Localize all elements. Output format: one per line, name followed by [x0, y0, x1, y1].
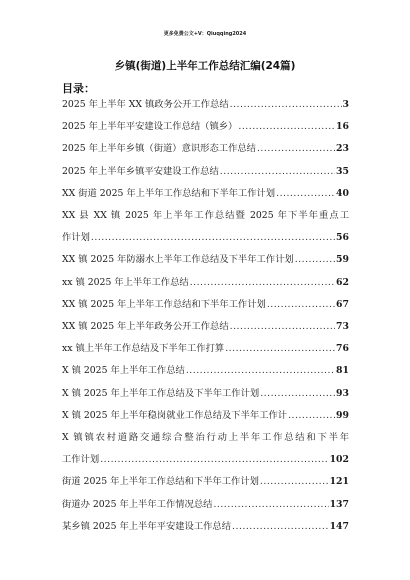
toc-leader-dots — [230, 316, 335, 338]
toc-leader-dots — [220, 161, 335, 183]
toc-entry-title: 2025 年上半年乡镇平安建设工作总结 — [62, 165, 219, 177]
toc-entry-row — [62, 449, 349, 471]
toc-entry-title: 作计划 — [62, 232, 90, 244]
toc-entry-page-number: 35 — [336, 165, 349, 177]
toc-entry-title: 街道 2025 年上半年工作总结和下半年工作计划 — [62, 476, 259, 488]
toc-entry-row — [62, 494, 349, 516]
toc-entry[interactable] — [62, 360, 349, 382]
toc-entry-page-number: 76 — [336, 343, 349, 355]
toc-entry-title: xx 镇上半年工作总结及下半年工作打算 — [62, 343, 225, 355]
toc-entry-row — [62, 316, 349, 338]
toc-entry-page-number: 102 — [329, 454, 349, 466]
toc-entry-row — [62, 161, 349, 183]
toc-entry-title: XX 镇 2025 年防溺水上半年工作总结及下半年工作计划 — [62, 254, 294, 266]
toc-entry-row — [62, 116, 349, 138]
toc-entry-title: XX 镇 2025 年上半年工作总结和下半年工作计划 — [62, 298, 266, 310]
toc-entry-page-number: 67 — [336, 298, 349, 310]
toc-entry-title: 工作计划 — [62, 454, 100, 466]
toc-entry-row — [62, 338, 349, 360]
toc-entry-page-number: 147 — [329, 520, 349, 532]
toc-entry-title: X 镇 2025 年上半年工作总结及下半年工作计划 — [62, 387, 260, 399]
toc-leader-dots — [257, 138, 335, 160]
toc-entry-row — [62, 249, 349, 271]
toc-entry[interactable] — [62, 272, 349, 294]
toc-entry-row — [62, 360, 349, 382]
toc-entry[interactable] — [62, 116, 349, 138]
toc-entry[interactable] — [62, 94, 349, 116]
toc-entry-row — [62, 471, 349, 493]
toc-entry-title: X 镇 2025 年上半年工作总结 — [62, 365, 185, 377]
toc-entry-title-line1: X 镇镇农村道路交通综合整治行动上半年工作总结和下半年 — [62, 432, 349, 444]
toc-leader-dots — [213, 494, 328, 516]
toc-entry-row — [62, 227, 349, 249]
toc-entry-row — [62, 272, 349, 294]
toc-heading: 目录： — [62, 82, 95, 95]
toc-entry[interactable] — [62, 427, 349, 471]
toc-entry-page-number: 40 — [336, 187, 349, 199]
toc-entry-title: X 镇 2025 年上半年稳岗就业工作总结及下半年工作计 — [62, 409, 288, 421]
toc-entry-title: 2025 年上半年乡镇（街道）意识形态工作总结 — [62, 143, 256, 155]
toc-entry-page-number: 59 — [336, 254, 349, 266]
toc-leader-dots — [100, 449, 328, 471]
toc-leader-dots — [230, 94, 342, 116]
toc-entry-row — [62, 138, 349, 160]
toc-entry-row — [62, 383, 349, 405]
toc-leader-dots — [276, 183, 335, 205]
toc-entry-page-number: 62 — [336, 276, 349, 288]
toc-entry[interactable] — [62, 183, 349, 205]
toc-entry-page-number: 81 — [336, 365, 349, 377]
header-note: 更多免费公文+V：Qiuqqing2024 — [163, 31, 247, 37]
toc-entry[interactable] — [62, 316, 349, 338]
toc-entry-title: 某乡镇 2025 年上半年平安建设工作总结 — [62, 520, 232, 532]
toc-entry[interactable] — [62, 161, 349, 183]
toc-entry-title-line1: XX 县 XX 镇 2025 年上半年工作总结暨 2025 年下半年重点工 — [62, 210, 349, 222]
document-title: 乡镇(街道)上半年工作总结汇编(24篇) — [114, 60, 296, 72]
toc-entry[interactable] — [62, 294, 349, 316]
toc-entry[interactable] — [62, 516, 349, 538]
toc-entry[interactable] — [62, 205, 349, 249]
toc-entry-page-number: 121 — [329, 476, 349, 488]
toc-entry-page-number: 16 — [336, 121, 349, 133]
toc-leader-dots — [190, 272, 335, 294]
toc-entry-page-number: 23 — [336, 143, 349, 155]
toc-entry-page-number: 73 — [336, 321, 349, 333]
toc-leader-dots — [91, 227, 335, 249]
toc-entry-page-number: 99 — [336, 409, 349, 421]
toc-entry-row — [62, 405, 349, 427]
toc-entry[interactable] — [62, 138, 349, 160]
toc-entry-row — [62, 516, 349, 538]
toc-entry-title: 2025 年上半年 XX 镇政务公开工作总结 — [62, 99, 229, 110]
toc-entry-page-number: 93 — [336, 387, 349, 399]
toc-entry-page-number: 137 — [329, 498, 349, 510]
toc-entry-title: 街道办 2025 年上半年工作情况总结 — [62, 498, 213, 510]
toc-leader-dots — [225, 338, 335, 360]
toc-entry[interactable] — [62, 338, 349, 360]
toc-leader-dots — [267, 294, 335, 316]
toc-entry[interactable] — [62, 249, 349, 271]
toc-entry[interactable] — [62, 383, 349, 405]
toc-entry[interactable] — [62, 405, 349, 427]
toc-leader-dots — [232, 516, 329, 538]
toc-entry-row — [62, 183, 349, 205]
toc-leader-dots — [260, 383, 335, 405]
toc-entry-page-number: 3 — [342, 99, 349, 110]
toc-leader-dots — [288, 405, 335, 427]
toc-leader-dots — [260, 471, 329, 493]
toc-entry[interactable] — [62, 494, 349, 516]
toc-leader-dots — [295, 249, 335, 271]
toc-leader-dots — [238, 116, 335, 138]
toc-entry-row — [62, 94, 349, 116]
toc-entry-title: xx 镇 2025 年上半年工作总结 — [62, 276, 189, 288]
toc-entry-title: XX 镇 2025 年上半年政务公开工作总结 — [62, 321, 229, 333]
table-of-contents — [62, 94, 349, 538]
toc-entry-row — [62, 294, 349, 316]
toc-entry-title: 2025 年上半年平安建设工作总结（镇乡） — [62, 121, 238, 133]
toc-entry[interactable] — [62, 471, 349, 493]
toc-entry-title: XX 街道 2025 年上半年工作总结和下半年工作计划 — [62, 187, 276, 199]
toc-entry-page-number: 56 — [336, 232, 349, 244]
toc-leader-dots — [186, 360, 335, 382]
